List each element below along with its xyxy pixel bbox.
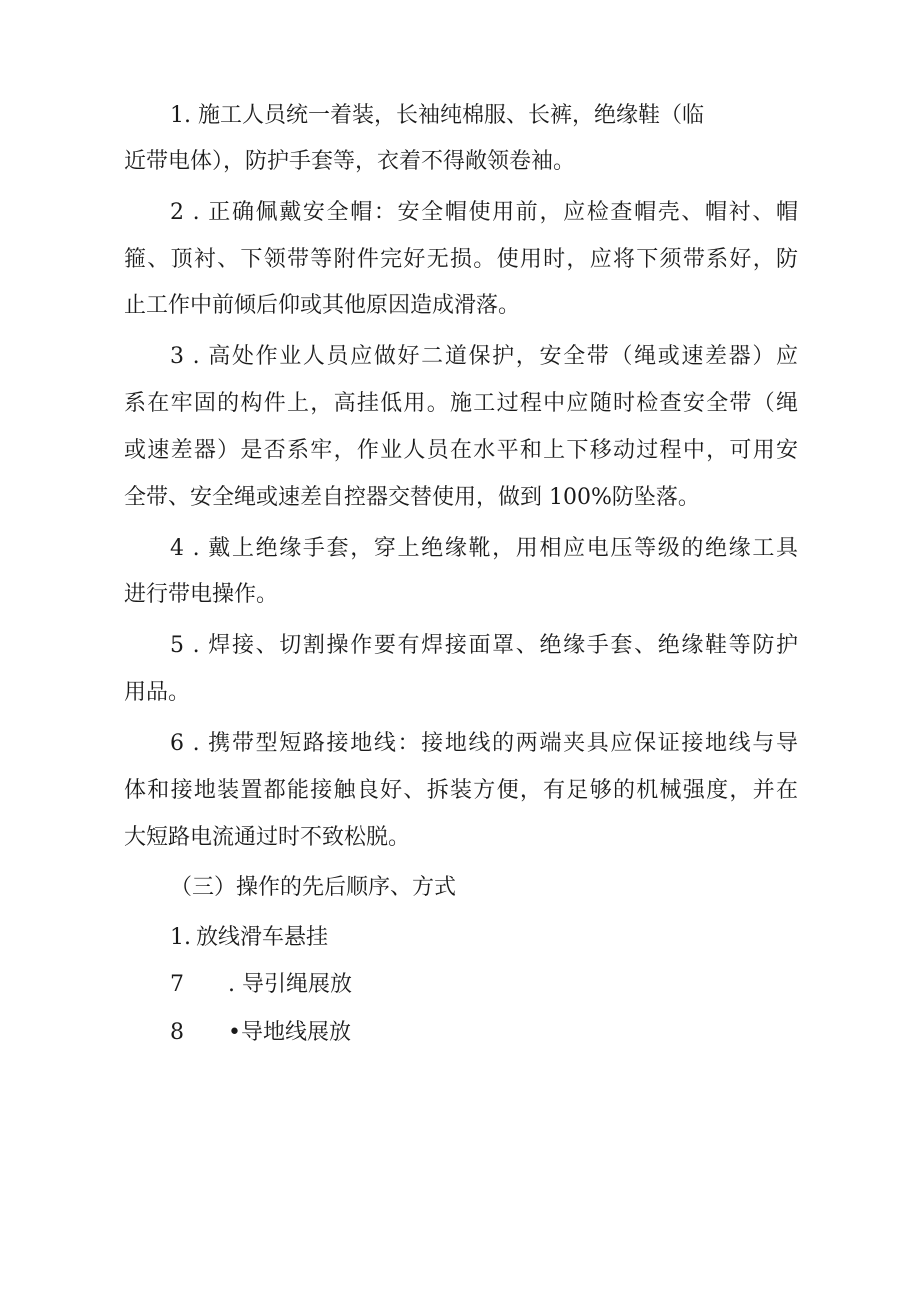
- section-heading: （三）操作的先后顺序、方式: [170, 875, 457, 900]
- paragraph-6-line-3: 大短路电流通过时不致松脱。: [124, 825, 411, 850]
- paragraph-3-line-4: 全带、安全绳或速差自控器交替使用，做到 100%防坠落。: [124, 485, 700, 510]
- list-item-2-text: . 导引绳展放: [228, 972, 352, 997]
- list-item-2-number: 7: [170, 972, 184, 997]
- paragraph-3-line-1: 3 . 高处作业人员应做好二道保护，安全带（绳或速差器）应: [170, 344, 798, 369]
- paragraph-5-line-1: 5 . 焊接、切割操作要有焊接面罩、绝缘手套、绝缘鞋等防护: [170, 633, 798, 658]
- paragraph-4-line-2: 进行带电操作。: [124, 582, 279, 607]
- paragraph-6-line-1: 6 . 携带型短路接地线：接地线的两端夹具应保证接地线与导: [170, 731, 798, 756]
- list-item-3-text: •导地线展放: [228, 1020, 351, 1045]
- paragraph-2-line-2: 箍、顶衬、下领带等附件完好无损。使用时，应将下须带系好，防: [124, 247, 798, 272]
- paragraph-3-line-2: 系在牢固的构件上，高挂低用。施工过程中应随时检查安全带（绳: [124, 391, 798, 416]
- list-item-1-text: 放线滑车悬挂: [196, 925, 329, 950]
- paragraph-1-line-2: 近带电体），防护手套等，衣着不得敞领卷袖。: [124, 149, 576, 174]
- paragraph-2-line-1: 2 . 正确佩戴安全帽：安全帽使用前，应检查帽壳、帽衬、帽: [170, 200, 798, 225]
- paragraph-2-line-3: 止工作中前倾后仰或其他原因造成滑落。: [124, 293, 521, 318]
- list-item-3-number: 8: [170, 1020, 184, 1045]
- paragraph-1-line-1: 1. 施工人员统一着装，长袖纯棉服、长裤，绝缘鞋（临: [170, 103, 704, 128]
- list-item-1-number: 1.: [170, 925, 191, 950]
- paragraph-5-line-2: 用品。: [124, 680, 191, 705]
- paragraph-4-line-1: 4 . 戴上绝缘手套，穿上绝缘靴，用相应电压等级的绝缘工具: [170, 536, 798, 561]
- paragraph-6-line-2: 体和接地装置都能接触良好、拆装方便，有足够的机械强度，并在: [124, 778, 798, 803]
- paragraph-3-line-3: 或速差器）是否系牢，作业人员在水平和上下移动过程中，可用安: [124, 438, 798, 463]
